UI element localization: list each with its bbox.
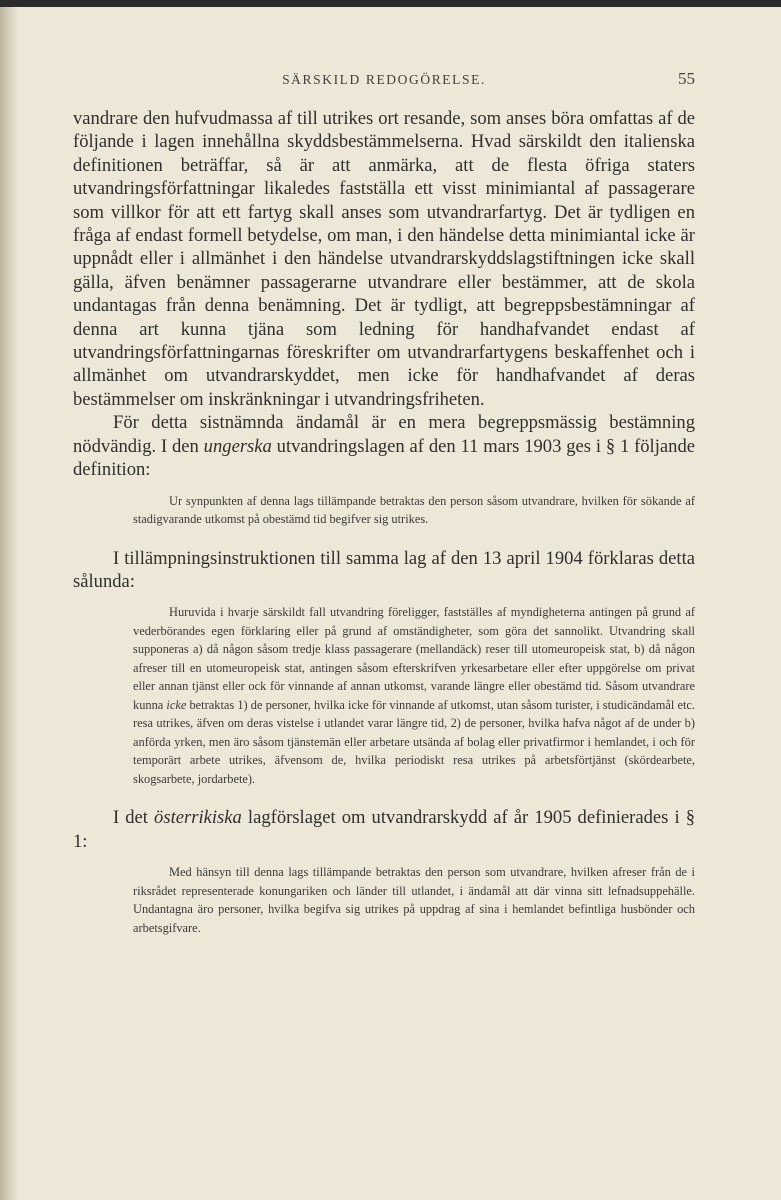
page-number: 55	[678, 69, 695, 88]
paragraph-text: lagförslaget om utvandrarskydd af år 1905 definierades i § 1:	[73, 807, 695, 852]
paragraph-text: I det	[113, 807, 155, 829]
emphasis-ungerska: ungerska	[203, 435, 272, 457]
quote-hungarian-law: Ur synpunkten af denna lags tillämpande betraktas den person såsom utvandrare, hvilken för sökande af stadigvarande utkomst på obestämd tid begifver sig utrikes.	[133, 493, 695, 526]
emphasis-icke: icke	[166, 697, 187, 712]
paragraph-text: utvandringslagen af den 11 mars 1903 ges i § 1 följande definition:	[73, 435, 695, 481]
paragraph-austrian-definition	[73, 806, 695, 853]
quote-instruction	[73, 603, 695, 788]
quote-text: Huruvida i hvarje särskildt fall utvandring föreligger, fastställes af myndigheterna antingen på grund af vederbörandes egen förklaring eller på grund af omständigheter, som göra det sannolikt. Utvandring skall supponeras a) då någon såsom tredje klass passagerare (mellandäck) reser till utomeuropeisk stat, b) då någon afreser till en utomeuropeisk stat, antingen såsom efterskrifven yrkesarbetare eller efter uppgörelse om privat eller annan tjänst eller ock för vinnande af annan utkomst, varande längre eller obestämd tid. Såsom utvandrare kunna	[133, 605, 695, 712]
paragraph-continuation: vandrare den hufvudmassa af till utrikes ort resande, som anses böra omfattas af de följande i lagen innehållna skyddsbestämmelserna. Hvad särskildt den italienska definitionen beträffar, så är att anmärka, att de flesta öfriga staters utvandringsförfattningar likaledes fastställa ett visst minimiantal af passagerare som villkor för att ett fartyg skall anses som utvandrarfartyg. Det är tydligen en fråga af endast formell betydelse, om man, i den händelse detta minimiantal icke är uppnådt eller i allmänhet i den händelse utvandrarskyddslagstiftningen icke skall gälla, äfven benämner passagerarne utvandrare eller bestämmer, att de skola undantagas från denna benämning. Det är tydligt, att begreppsbestämningar af denna art kunna tjäna som ledning för handhafvandet endast af utvandringsförfattningarnas föreskrifter om utvandrarfartygens beskaffenhet och i allmänhet om utvandrarskyddet, men icke för handhafvandet af deras bestämmelser om inskränkningar i utvandringsfriheten.	[73, 108, 695, 410]
page-gutter-shadow	[0, 7, 18, 1200]
body-text	[73, 107, 695, 937]
quote-austrian-proposal: Med hänsyn till denna lags tillämpande betraktas den person som utvandrare, hvilken afreser från de i riksrådet representerade konungariken och länder till utlandet, i ändamål att där vinna sitt lefnadsuppehälle. Undantagna äro personer, hvilka begifva sig utrikes på uppdrag af sina i hemlandet befintliga husbönder och arbetsgifvare.	[133, 865, 695, 935]
emphasis-osterrikiska: österrikiska	[154, 807, 242, 829]
quote-text: betraktas 1) de personer, hvilka icke för vinnande af utkomst, utan såsom turister, i studicändamål etc. resa utrikes, äfven om deras vistelse i utlandet varar längre tid, 2) de personer, hvilka hafva något af de under b) anförda yrken, men äro såsom tjänstemän eller arbetare utsända af bolag eller privatfirmor i hemlandet, i och för temporärt arbete utrikes, äfvensom de, hvilka periodiskt resa utrikes på arbetsförtjänst (skördearbete, skogsarbete, jordarbete).	[133, 697, 695, 786]
running-title: SÄRSKILD REDOGÖRELSE.	[282, 72, 486, 87]
paragraph-hungarian-definition	[73, 411, 695, 481]
paragraph-text: För detta sistnämnda ändamål är en mera begreppsmässig bestämning nödvändig. I den	[73, 412, 695, 457]
page-header	[73, 69, 695, 91]
paragraph-instruction: I tillämpningsinstruktionen till samma lag af den 13 april 1904 förklaras detta sålunda:	[73, 547, 695, 592]
